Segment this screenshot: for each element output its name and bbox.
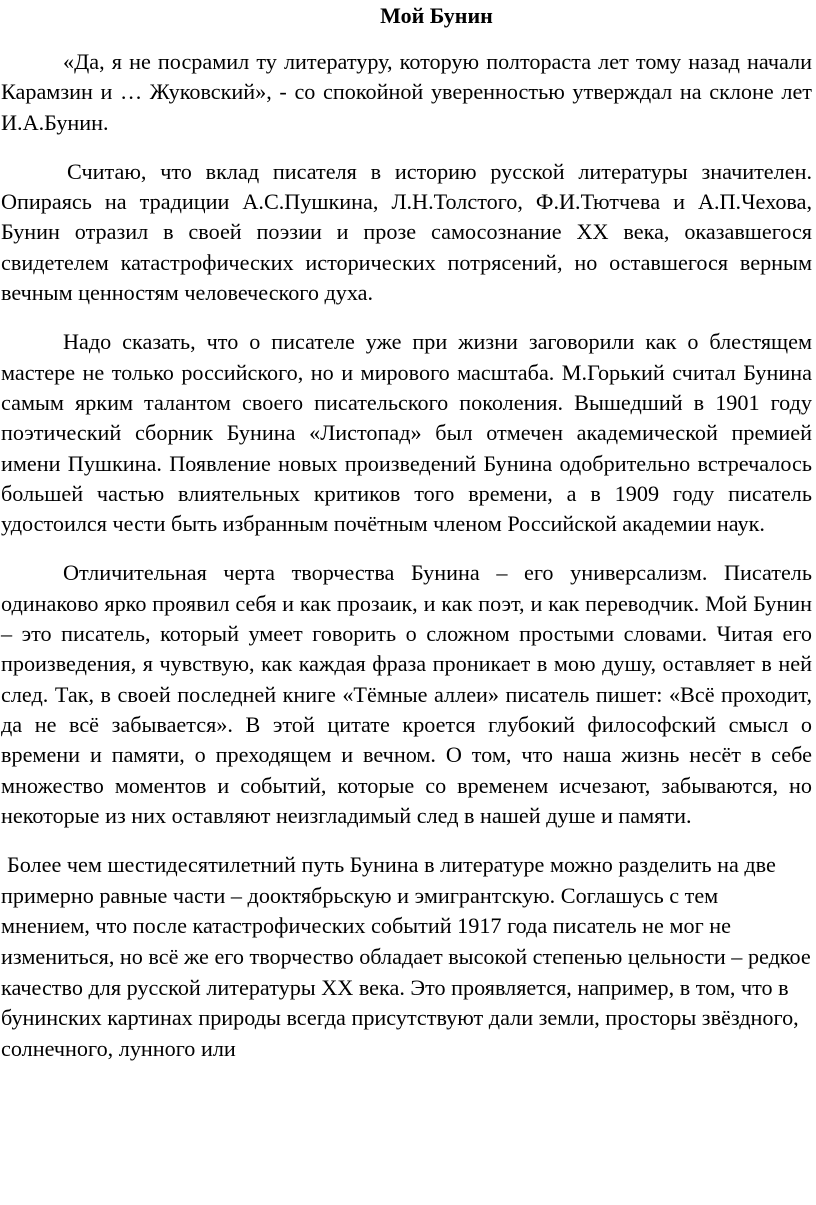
paragraph-4: Отличительная черта творчества Бунина – его универсализм. Писатель одинаково ярко проявил себя и как прозаик, и как поэт, и как переводчик. Мой Бунин – это писатель, который умеет говорить о сложном простыми словами. Читая его произведения, я чувствую, как каждая фраза проникает в мою душу, оставляет в ней след. Так, в своей последней книге «Тёмные аллеи» писатель пишет: «Всё проходит, да не всё забывается». В этой цитате кроется глубокий философский смысл о времени и памяти, о преходящем и вечном. О том, что наша жизнь несёт в себе множество моментов и событий, которые со временем исчезают, забываются, но некоторые из них оставляют неизгладимый след в нашей душе и памяти.: [1, 560, 812, 828]
paragraph-5: Более чем шестидесятилетний путь Бунина в литературе можно разделить на две примерно равные части – дооктябрьскую и эмигрантскую. Соглашусь с тем мнением, что после катастрофических событий 1917 года писатель не мог не измениться, но всё же его творчество обладает высокой степенью цельности – редкое качество для русской литературы XX века. Это проявляется, например, в том, что в бунинских картинах природы всегда присутствуют дали земли, просторы звёздного, солнечного, лунного или: [1, 852, 811, 1061]
paragraph-3: Надо сказать, что о писателе уже при жизни заговорили как о блестящем мастере не только российского, но и мирового масштаба. М.Горький считал Бунина самым ярким талантом своего писательского поколения. Вышедший в 1901 году поэтический сборник Бунина «Листопад» был отмечен академической премией имени Пушкина. Появление новых произведений Бунина одобрительно встречалось большей частью влиятельных критиков того времени, а в 1909 году писатель удостоился чести быть избранным почётным членом Российской академии наук.: [1, 329, 812, 537]
paragraph-2: Считаю, что вклад писателя в историю русской литературы значителен. Опираясь на традиции А.С.Пушкина, Л.Н.Толстого, Ф.И.Тютчева и А.П.Чехова, Бунин отразил в своей поэзии и прозе самосознание XX века, оказавшегося свидетелем катастрофических исторических потрясений, но оставшегося верным вечным ценностям человеческого духа.: [1, 158, 812, 306]
paragraph-1: «Да, я не посрамил ту литературу, которую полтораста лет тому назад начали Карамзин и … Жуковский», - со спокойной уверенностью утверждал на склоне лет И.А.Бунин.: [1, 49, 812, 135]
document-title: Мой Бунин: [380, 3, 493, 28]
